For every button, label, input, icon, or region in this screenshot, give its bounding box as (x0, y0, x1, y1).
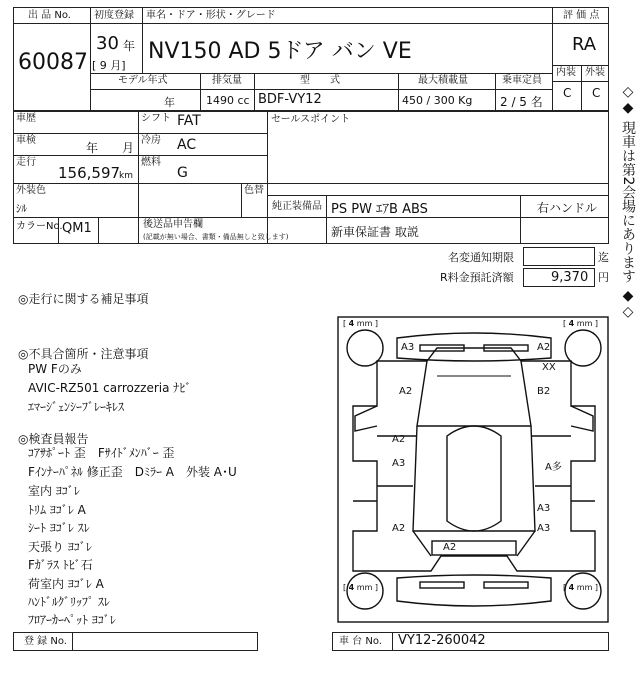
inspector-item: ｼｰﾄ ﾖｺﾞﾚ ｽﾚ (28, 521, 90, 535)
defect-item: AVIC-RZ501 carrozzeria ﾅﾋﾞ (28, 381, 192, 395)
chassis-number: VY12-260042 (398, 633, 486, 648)
lot-label: 出 品 No. (28, 10, 71, 21)
color-change-label: 色替 (244, 185, 264, 196)
shift-label: シフト (141, 113, 171, 124)
color-label: 外装色 (16, 185, 46, 196)
fuel-label: 燃料 (141, 157, 161, 168)
name-change-box (523, 247, 595, 266)
ac-label: 冷房 (141, 135, 161, 146)
car-condition-diagram (337, 316, 611, 626)
mileage-value: 156,597 (58, 164, 121, 182)
first-reg-month: [ 9 月] (92, 59, 126, 72)
interior-label: 内装 (556, 67, 576, 78)
registration-label: 登 録 No. (24, 636, 67, 647)
defect-item: ｴﾏｰｼﾞｪﾝｼｰﾌﾞﾚｰｷﾚｽ (28, 400, 125, 414)
damage-mark: A3 (392, 458, 406, 469)
model-year: 年 (164, 96, 175, 109)
mileage-unit: km (119, 171, 133, 181)
equipment-value: PS PW ｴｱB ABS (331, 202, 428, 217)
inspector-item: ﾄﾘﾑ ﾖｺﾞﾚ A (28, 503, 86, 517)
interior-score: C (563, 86, 572, 100)
name-change-unit: 迄 (598, 251, 609, 264)
lot-number: 60087 (18, 50, 88, 75)
inspector-item: ﾊﾝﾄﾞﾙｸﾞﾘｯﾌﾟ ｽﾚ (28, 595, 110, 609)
tire-depth-value: 4 (348, 583, 355, 592)
first-reg-label: 初度登録 (94, 10, 134, 21)
inspector-item: 室内 ﾖｺﾞﾚ (28, 484, 80, 498)
equipment-label: 純正装備品 (272, 201, 322, 212)
capacity: 2 / 5 名 (500, 95, 543, 109)
defect-item: PW Fのみ (28, 362, 82, 376)
max-load-label: 最大積載量 (418, 75, 468, 86)
displacement-label: 排気量 (212, 75, 242, 86)
tire-unit: mm (576, 583, 593, 592)
damage-mark: A多 (545, 462, 562, 473)
sales-point-label: セールスポイント (271, 114, 351, 125)
damage-mark: B2 (537, 386, 551, 397)
model-year-label: モデル年式 (118, 75, 168, 86)
damage-mark: A2 (392, 523, 406, 534)
tire-depth-rr: [ 4 mm ] (563, 583, 599, 592)
steering-value: 右ハンドル (537, 201, 598, 215)
inspector-item: ｺｱｻﾎﾟｰﾄ 歪 Fｻｲﾄﾞﾒﾝﾊﾞｰ 歪 (28, 446, 175, 460)
car-name-label: 車名・ドア・形状・グレード (146, 10, 276, 21)
fuel-value: G (177, 165, 188, 181)
mileage-label: 走行 (16, 157, 36, 168)
type-label: 型 式 (300, 75, 340, 86)
exterior-label: 外装 (585, 67, 605, 78)
displacement: 1490 cc (206, 94, 250, 107)
tire-unit: mm (356, 319, 373, 328)
capacity-label: 乗車定員 (502, 75, 542, 86)
first-reg-year: 30 (96, 33, 119, 54)
inspector-item: ﾌﾛｱｰｶｰﾍﾟｯﾄ ﾖｺﾞﾚ (28, 613, 116, 627)
inspector-item: Fｲﾝﾅｰﾊﾟﾈﾙ 修正歪 Dﾐﾗｰ A 外装 A･U (28, 465, 237, 479)
venue-banner: ◇◆ 現車は第2会場にあります ◆◇ (620, 84, 636, 320)
recycle-unit: 円 (598, 271, 609, 284)
damage-mark: A2 (399, 386, 413, 397)
tire-depth-value: 4 (568, 319, 575, 328)
history-label: 車歴 (16, 113, 36, 124)
damage-mark: XX (542, 362, 556, 373)
color-no-value: QM1 (62, 221, 92, 236)
aftermarket-label: 後送品申告欄 (143, 219, 203, 230)
recycle-value: 9,370 (551, 270, 589, 285)
color-no-label: カラーNo. (16, 221, 63, 232)
damage-mark: A3 (401, 342, 415, 353)
recycle-label: R料金預託済額 (440, 271, 514, 284)
tire-depth-value: 4 (348, 319, 355, 328)
color-value: ｼﾙ (16, 202, 27, 215)
damage-mark: A2 (443, 542, 457, 553)
max-load: 450 / 300 Kg (402, 94, 473, 107)
damage-mark: A2 (537, 342, 551, 353)
inspector-item: 天張り ﾖｺﾞﾚ (28, 540, 92, 554)
type-value: BDF-VY12 (258, 92, 322, 107)
inspector-item: 荷室内 ﾖｺﾞﾚ A (28, 577, 104, 591)
year-unit: 年 (123, 39, 136, 53)
shift-value: FAT (177, 113, 201, 129)
damage-mark: A3 (537, 523, 551, 534)
tire-unit: mm (356, 583, 373, 592)
aftermarket-note: (記載が無い場合、書類・備品無しと致します) (143, 233, 289, 241)
supplement-title: ◎走行に関する補足事項 (18, 292, 149, 306)
tire-depth-fr: [ 4 mm ] (563, 319, 599, 328)
tire-unit: mm (576, 319, 593, 328)
warranty-value: 新車保証書 取説 (331, 225, 419, 239)
inspection-label: 車検 (16, 135, 36, 146)
name-change-label: 名変通知期限 (448, 251, 514, 264)
tire-depth-rl: [ 4 mm ] (343, 583, 379, 592)
score-label: 評 価 点 (563, 10, 600, 21)
tire-depth-value: 4 (568, 583, 575, 592)
ac-value: AC (177, 137, 197, 153)
tire-depth-fl: [ 4 mm ] (343, 319, 379, 328)
inspector-title: ◎検査員報告 (18, 432, 89, 446)
score: RA (572, 34, 597, 55)
damage-mark: A3 (537, 503, 551, 514)
exterior-score: C (592, 86, 601, 100)
inspector-item: Fｶﾞﾗｽ ﾄﾋﾞ石 (28, 558, 93, 572)
defect-title: ◎不具合箇所・注意事項 (18, 347, 149, 361)
car-name: NV150 AD 5ドア バン VE (148, 39, 412, 64)
inspection-value: 年 月 (86, 141, 135, 155)
damage-mark: A2 (392, 434, 406, 445)
chassis-label: 車 台 No. (339, 636, 382, 647)
